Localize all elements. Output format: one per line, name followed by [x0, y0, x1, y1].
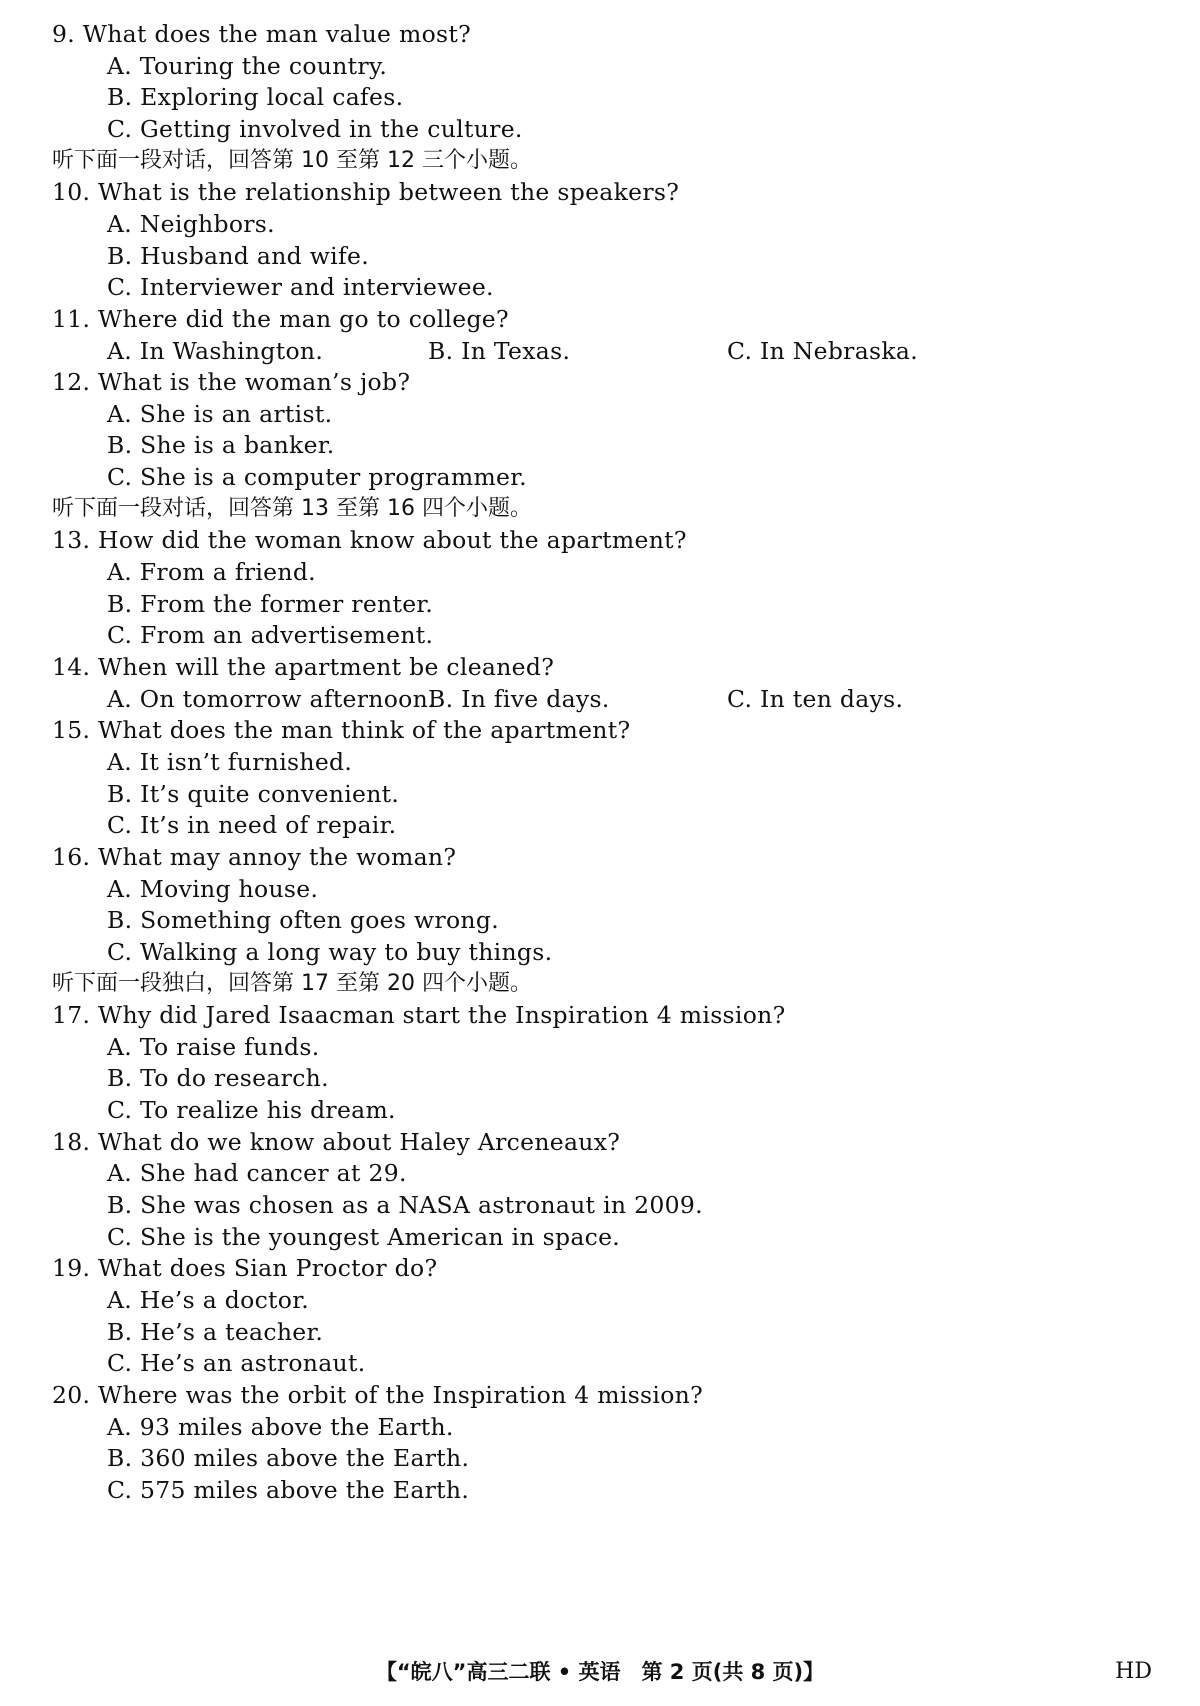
question-stem: 17. Why did Jared Isaacman start the Inspiration 4 mission? — [52, 1001, 786, 1029]
option-row — [0, 682, 1200, 716]
question-stem: 18. What do we know about Haley Arceneaux? — [52, 1128, 621, 1156]
answer-option: A. She had cancer at 29. — [107, 1159, 407, 1187]
section-instruction: 听下面一段独白，回答第 17 至第 20 四个小题。 — [52, 971, 532, 996]
option-a: A. On tomorrow afternoon. — [107, 685, 436, 713]
answer-option: C. From an advertisement. — [107, 621, 434, 649]
question-stem: 13. How did the woman know about the apartment? — [52, 526, 687, 554]
answer-option: B. It’s quite convenient. — [107, 780, 400, 808]
answer-option: A. Touring the country. — [107, 52, 388, 80]
answer-option: B. She is a banker. — [107, 431, 335, 459]
option-c: C. In ten days. — [727, 685, 904, 713]
question-stem: 10. What is the relationship between the speakers? — [52, 178, 680, 206]
question-stem: 14. When will the apartment be cleaned? — [52, 653, 555, 681]
question-stem: 19. What does Sian Proctor do? — [52, 1254, 438, 1282]
page-footer — [0, 1655, 1200, 1689]
section-instruction: 听下面一段对话，回答第 13 至第 16 四个小题。 — [52, 496, 532, 521]
question-stem: 11. Where did the man go to college? — [52, 305, 509, 333]
option-a: A. In Washington. — [107, 337, 324, 365]
answer-option: B. She was chosen as a NASA astronaut in 2009. — [107, 1191, 703, 1219]
answer-option: C. Getting involved in the culture. — [107, 115, 523, 143]
answer-option: A. She is an artist. — [107, 400, 333, 428]
question-stem: 12. What is the woman’s job? — [52, 368, 411, 396]
question-stem: 20. Where was the orbit of the Inspiration 4 mission? — [52, 1381, 704, 1409]
option-b: B. In five days. — [428, 685, 610, 713]
answer-option: C. Walking a long way to buy things. — [107, 938, 553, 966]
answer-option: B. To do research. — [107, 1064, 329, 1092]
option-b: B. In Texas. — [428, 337, 571, 365]
section-instruction: 听下面一段对话，回答第 10 至第 12 三个小题。 — [52, 148, 532, 173]
answer-option: B. From the former renter. — [107, 590, 434, 618]
footer-page-info: 【“皖八”高三二联 • 英语 第 2 页(共 8 页)】 — [375, 1660, 825, 1684]
answer-option: C. It’s in need of repair. — [107, 811, 397, 839]
question-stem: 16. What may annoy the woman? — [52, 843, 457, 871]
answer-option: A. 93 miles above the Earth. — [107, 1413, 454, 1441]
answer-option: A. From a friend. — [107, 558, 316, 586]
answer-option: B. Exploring local cafes. — [107, 83, 404, 111]
answer-option: B. He’s a teacher. — [107, 1318, 324, 1346]
answer-option: A. Neighbors. — [107, 210, 275, 238]
option-row — [0, 334, 1200, 368]
answer-option: A. It isn’t furnished. — [107, 748, 353, 776]
answer-option: C. He’s an astronaut. — [107, 1349, 366, 1377]
question-stem: 9. What does the man value most? — [52, 20, 472, 48]
answer-option: B. Husband and wife. — [107, 242, 369, 270]
answer-option: A. He’s a doctor. — [107, 1286, 309, 1314]
question-stem: 15. What does the man think of the apartment? — [52, 716, 631, 744]
answer-option: A. Moving house. — [107, 875, 319, 903]
option-c: C. In Nebraska. — [727, 337, 919, 365]
answer-option: A. To raise funds. — [107, 1033, 320, 1061]
footer-code: HD — [1115, 1659, 1152, 1684]
answer-option: C. She is the youngest American in space. — [107, 1223, 621, 1251]
answer-option: C. To realize his dream. — [107, 1096, 396, 1124]
answer-option: B. Something often goes wrong. — [107, 906, 499, 934]
answer-option: C. 575 miles above the Earth. — [107, 1476, 470, 1504]
answer-option: B. 360 miles above the Earth. — [107, 1444, 470, 1472]
answer-option: C. She is a computer programmer. — [107, 463, 527, 491]
answer-option: C. Interviewer and interviewee. — [107, 273, 494, 301]
